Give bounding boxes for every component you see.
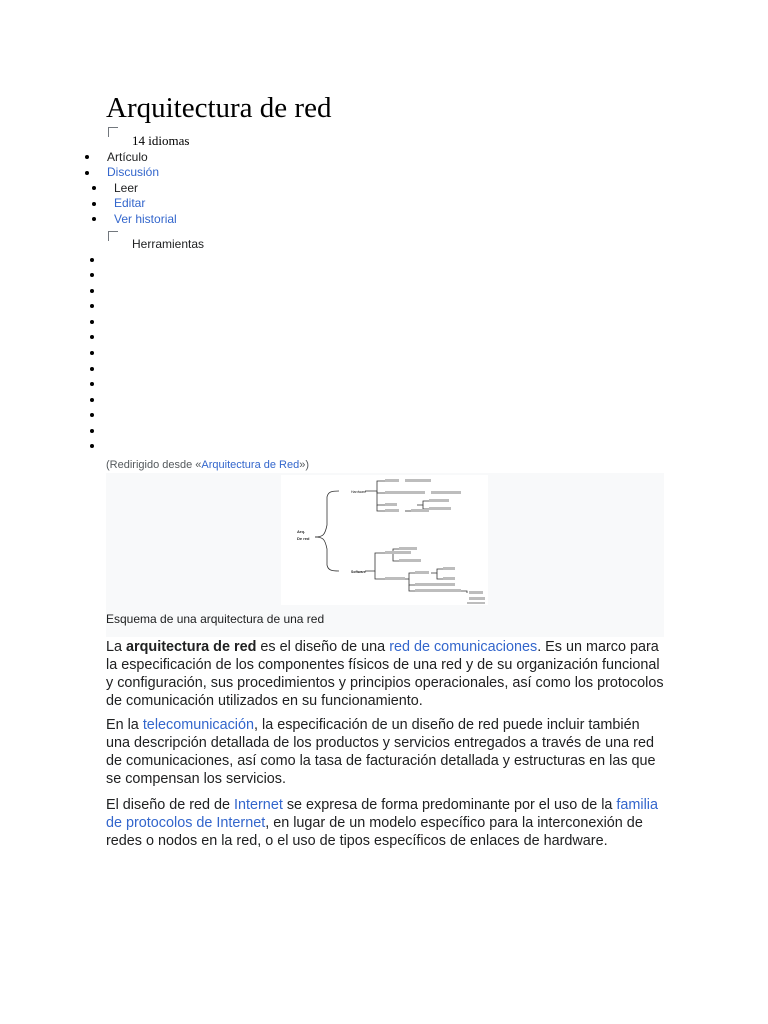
- bullet-icon: [90, 304, 94, 308]
- tools-button[interactable]: Herramientas: [132, 237, 205, 251]
- link-red-de-comunicaciones[interactable]: red de comunicaciones: [389, 639, 538, 655]
- page-title: Arquitectura de red: [106, 92, 332, 124]
- bullet-icon: [90, 273, 94, 277]
- bullet-icon: [90, 429, 94, 433]
- diagram-root-label: Arq.: [297, 529, 305, 534]
- diagram-software-label: Software: [351, 570, 366, 574]
- bullet-icon: [85, 171, 89, 175]
- bullet-icon: [90, 413, 94, 417]
- bullet-icon: [90, 367, 94, 371]
- bullet-icon: [85, 155, 89, 159]
- network-architecture-diagram[interactable]: [281, 475, 488, 605]
- link-telecomunicacion[interactable]: telecomunicación: [142, 717, 255, 733]
- diagram-root-label: De red: [297, 536, 310, 541]
- languages-checkbox-icon[interactable]: [108, 127, 118, 137]
- action-edit[interactable]: Editar: [114, 196, 146, 210]
- tab-discussion[interactable]: Discusión: [107, 165, 160, 179]
- diagram-hardware-label: Hardware: [351, 490, 367, 494]
- text-span: En la: [106, 717, 143, 733]
- tools-checkbox-icon[interactable]: [108, 231, 118, 241]
- redirect-suffix: »): [299, 459, 310, 471]
- redirect-link[interactable]: Arquitectura de Red: [201, 459, 300, 471]
- languages-button[interactable]: 14 idiomas: [132, 133, 190, 148]
- tab-article[interactable]: Artículo: [107, 150, 148, 164]
- text-span: La: [106, 639, 127, 655]
- bullet-icon: [90, 320, 94, 324]
- bullet-icon: [90, 335, 94, 339]
- text-span: . Es un marco para la especificación de los componentes físicos de una red y de su organización funcional y configuración, sus procedimientos y principios operacionales, así como los protocolos de comunicación utilizados en su funcionamiento.: [106, 639, 664, 709]
- bullet-icon: [90, 444, 94, 448]
- redirect-prefix: (Redirigido desde «: [106, 459, 202, 471]
- text-span: , en lugar de un modelo específico para la interconexión de redes o nodos en la red, o el uso de tipos específicos de enlaces de hardware.: [106, 815, 643, 849]
- bullet-icon: [90, 398, 94, 402]
- action-read[interactable]: Leer: [114, 181, 139, 195]
- link-internet[interactable]: Internet: [234, 797, 283, 813]
- paragraph-internet: [106, 796, 666, 850]
- action-history[interactable]: Ver historial: [114, 212, 177, 226]
- bullet-icon: [92, 186, 96, 190]
- paragraph-intro: [106, 638, 666, 710]
- bullet-icon: [90, 258, 94, 262]
- bullet-icon: [92, 202, 96, 206]
- bold-term: arquitectura de red: [126, 639, 257, 655]
- redirect-notice: [106, 459, 309, 471]
- bullet-icon: [90, 289, 94, 293]
- paragraph-telecom: [106, 716, 666, 788]
- figure-caption: Esquema de una arquitectura de una red: [106, 612, 325, 626]
- link-familia-de-protocolos[interactable]: familia de protocolos de Internet: [106, 797, 658, 831]
- text-span: se expresa de forma predominante por el uso de la: [282, 797, 617, 813]
- text-span: , la especificación de un diseño de red puede incluir también una descripción detallada de los productos y servicios entregados a través de una red de comunicaciones, así como la tasa de facturación detallada y estructuras en las que se compensan los servicios.: [106, 717, 656, 787]
- bullet-icon: [90, 351, 94, 355]
- bullet-icon: [90, 382, 94, 386]
- text-span: El diseño de red de: [106, 797, 235, 813]
- bullet-icon: [92, 217, 96, 221]
- text-span: es el diseño de una: [256, 639, 390, 655]
